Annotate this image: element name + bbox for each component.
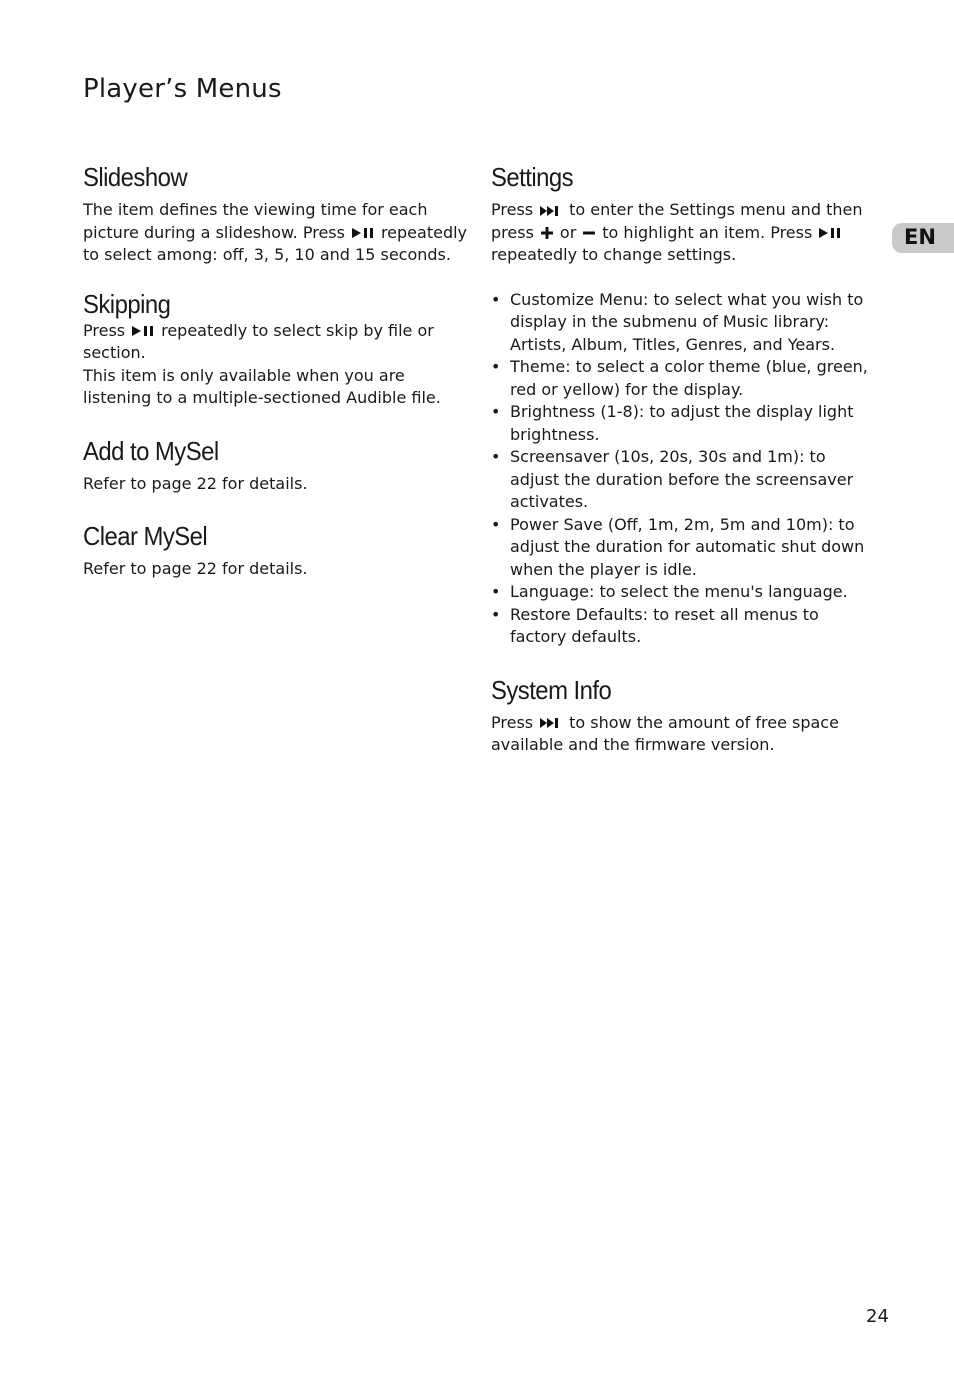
bullet: • [491, 289, 501, 309]
settings-press: Press [491, 200, 534, 219]
language-tab [892, 223, 954, 253]
bullet: • [491, 402, 501, 421]
skip-forward-icon [539, 717, 563, 729]
list-item [491, 289, 876, 357]
right-column [491, 162, 876, 757]
bullet: • [491, 357, 501, 376]
play-pause-icon [818, 227, 842, 239]
system-info-text [491, 712, 876, 757]
slideshow-heading: Slideshow [83, 162, 188, 192]
settings-text-1: to enter the Settings menu and then press [491, 200, 863, 242]
list-item [491, 401, 876, 446]
system-info-press: Press [491, 712, 534, 732]
slideshow-text [83, 199, 468, 267]
list-item [491, 446, 876, 514]
skipping-note: This item is only available when you are listening to a multiple-sectioned Audible file. [83, 365, 441, 407]
clear-mysel-heading: Clear MySel [83, 521, 208, 551]
bullet: • [491, 447, 501, 466]
list-item [491, 581, 876, 604]
bullet: • [491, 582, 501, 601]
system-info-heading: System Info [491, 674, 612, 705]
skipping-section [83, 289, 468, 410]
skipping-text-1: repeatedly to select skip by file or section. [83, 320, 434, 362]
settings-list [491, 289, 876, 649]
page-title: Player’s Menus [83, 74, 282, 104]
skipping-press: Press [83, 320, 126, 340]
list-item [491, 604, 876, 649]
skipping-heading: Skipping [83, 288, 171, 319]
list-item-text: Power Save (Off, 1m, 2m, 5m and 10m): to adjust the duration for automatic shut down when the player is idle. [510, 514, 865, 579]
page-number: 24 [866, 1306, 889, 1327]
list-item-text: Customize Menu: to select what you wish to display in the submenu of Music library: Artists, Album, Titles, Genres, and Years. [510, 289, 864, 354]
list-item-text: Brightness (1-8): to adjust the display light brightness. [510, 402, 854, 444]
system-info-text-1: to show the amount of free space available and the firmware version. [491, 712, 839, 754]
add-to-mysel-text: Refer to page 22 for details. [83, 473, 308, 493]
plus-icon [540, 227, 554, 239]
slideshow-text-2: repeatedly to select among: off, 3, 5, 10 and 15 seconds. [83, 222, 468, 264]
list-item [491, 514, 876, 582]
slideshow-text-1: The item defines the viewing time for each picture during a slideshow. Press [83, 200, 428, 242]
settings-text-2: to highlight an item. Press [602, 222, 813, 242]
clear-mysel-text: Refer to page 22 for details. [83, 559, 308, 578]
language-tab-label: EN [904, 225, 936, 249]
list-item-text: Screensaver (10s, 20s, 30s and 1m): to adjust the duration before the screensaver activates. [510, 447, 854, 511]
settings-section [491, 162, 876, 649]
settings-text-3: repeatedly to change settings. [491, 245, 737, 264]
add-to-mysel-section [83, 436, 468, 496]
play-pause-icon [351, 227, 375, 239]
skip-forward-icon [539, 205, 563, 217]
bullet: • [491, 604, 501, 624]
play-pause-icon [131, 325, 155, 337]
settings-or: or [559, 222, 577, 242]
system-info-section [491, 675, 876, 757]
minus-icon [582, 227, 596, 239]
skipping-text [83, 320, 468, 365]
slideshow-section [83, 162, 468, 267]
bullet: • [491, 514, 501, 534]
settings-heading: Settings [491, 162, 574, 192]
list-item [491, 356, 876, 401]
left-column [83, 162, 468, 581]
list-item-text: Theme: to select a color theme (blue, green, red or yellow) for the display. [510, 357, 868, 399]
add-to-mysel-heading: Add to MySel [83, 435, 219, 466]
clear-mysel-section [83, 521, 468, 581]
list-item-text: Language: to select the menu's language. [510, 582, 848, 601]
list-item-text: Restore Defaults: to reset all menus to factory defaults. [510, 604, 819, 646]
settings-text [491, 199, 876, 267]
